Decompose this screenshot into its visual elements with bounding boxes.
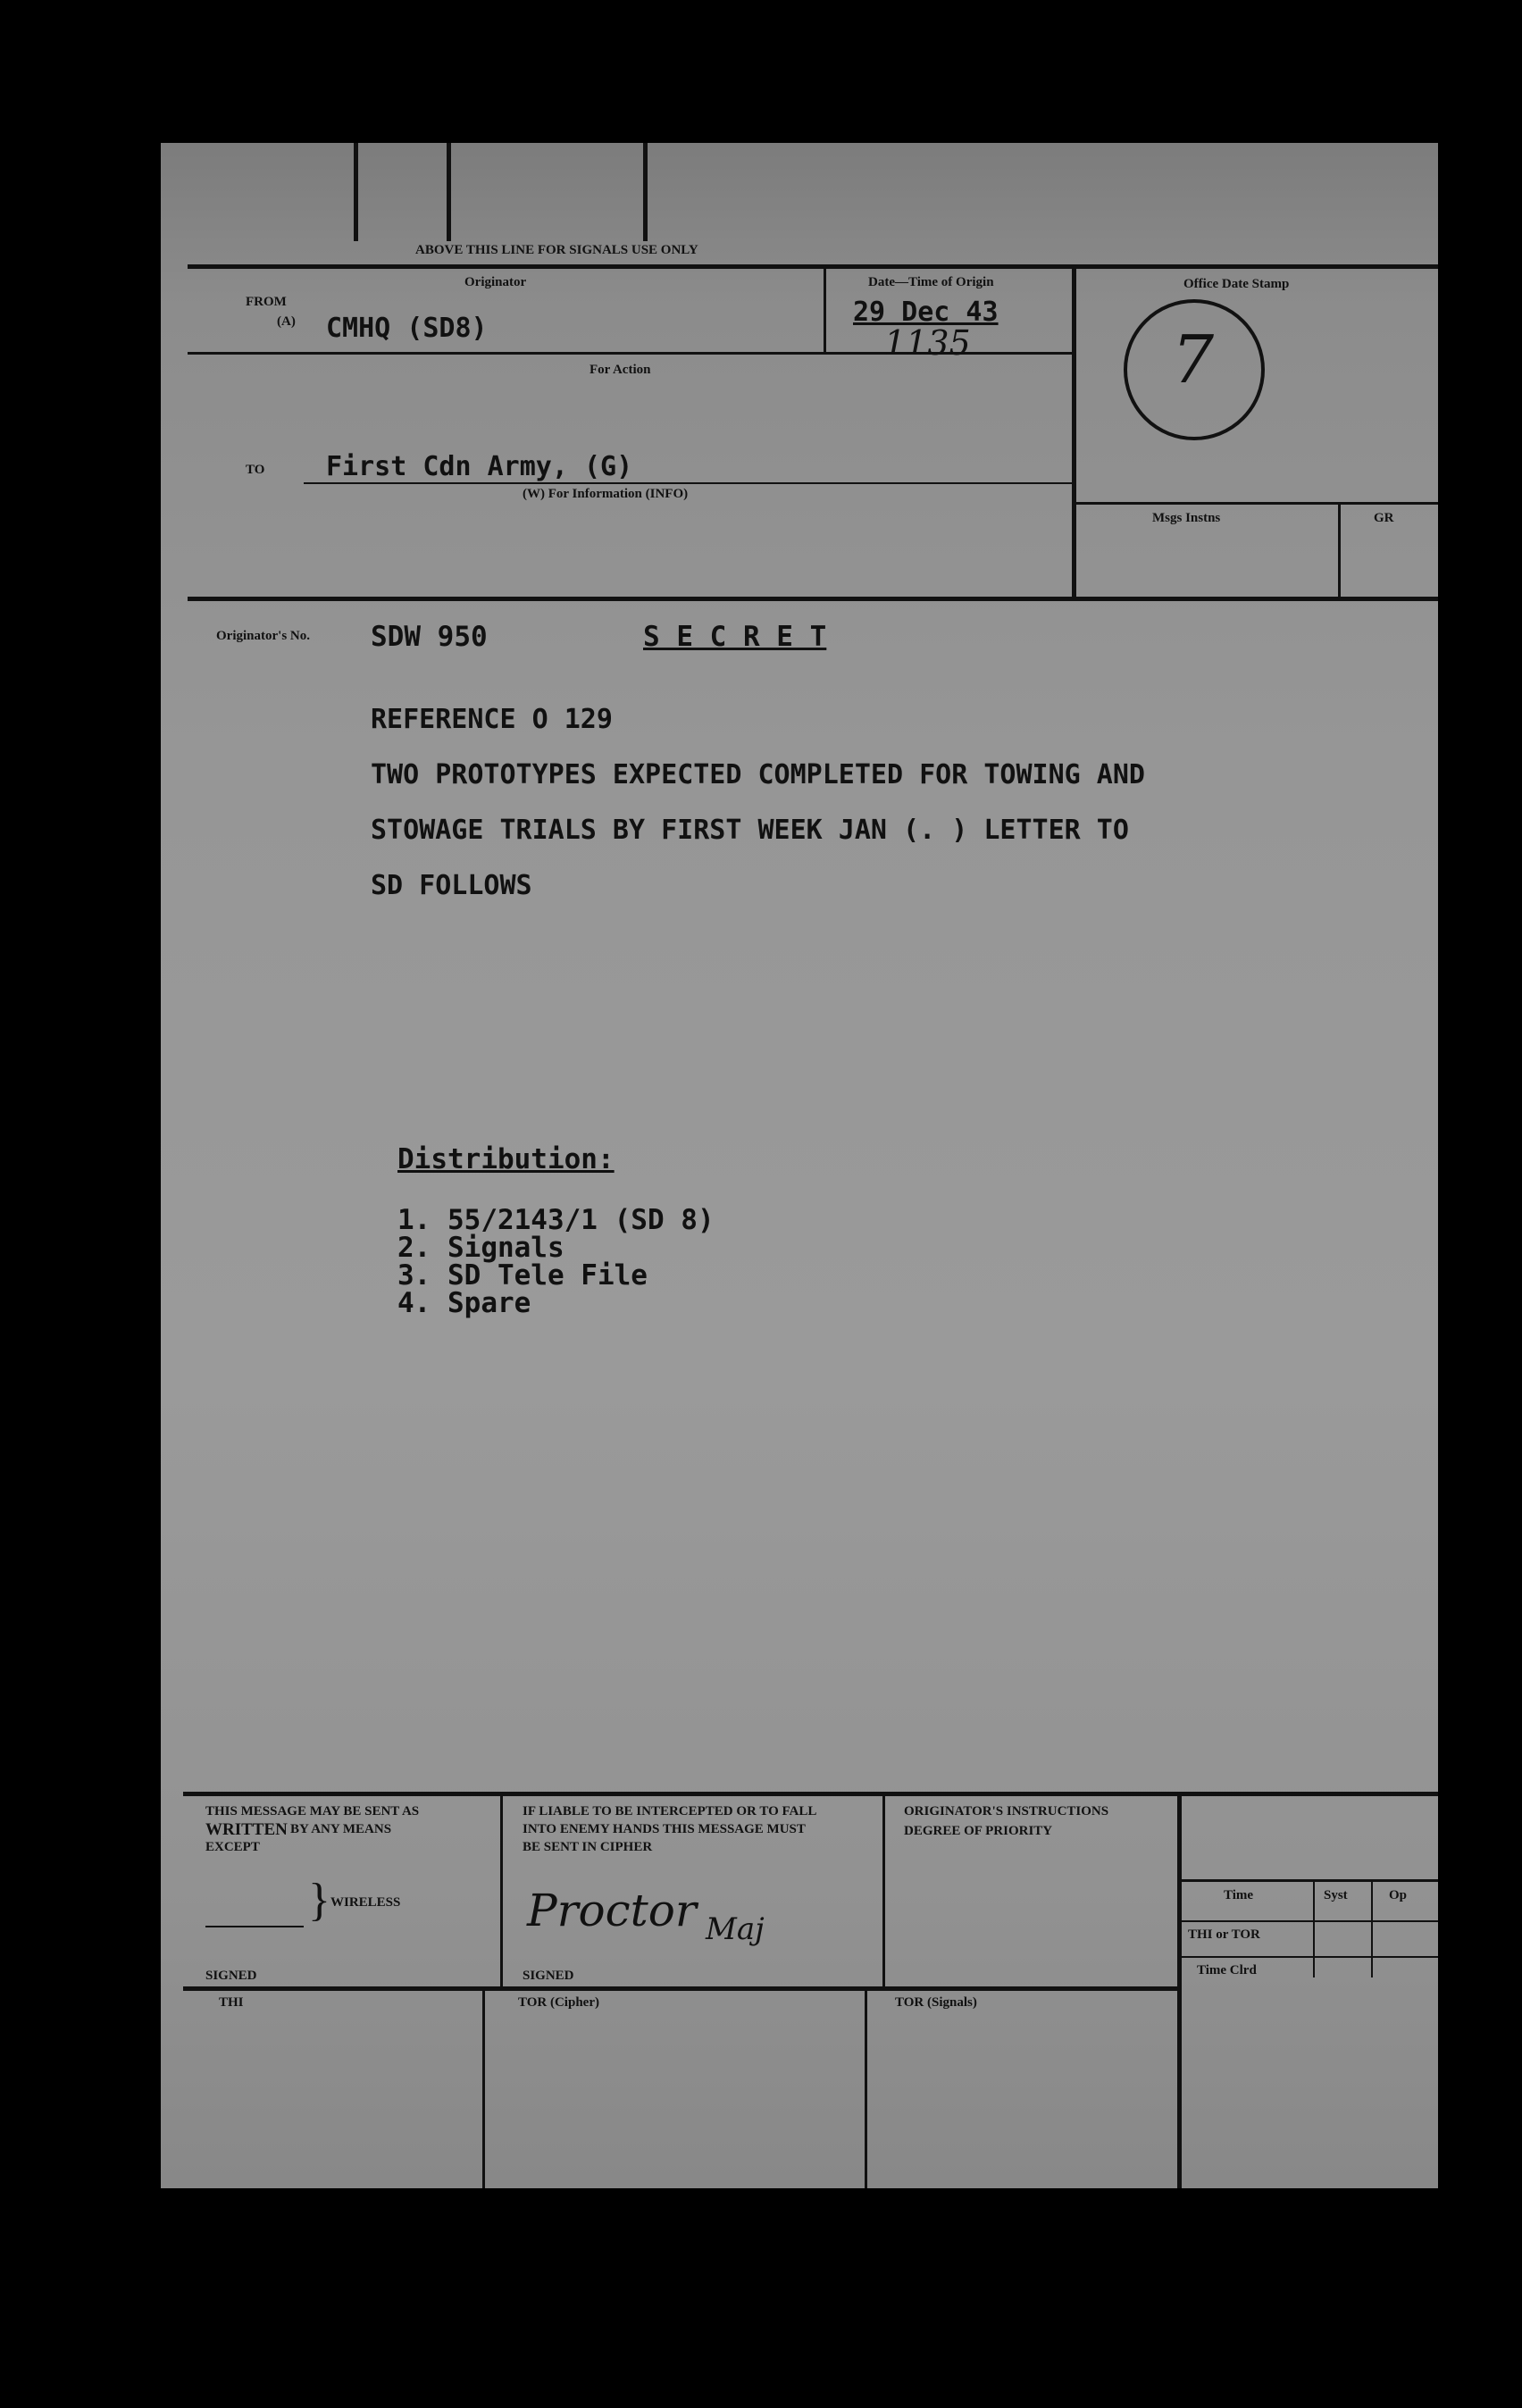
message-line: STOWAGE TRIALS BY FIRST WEEK JAN (. ) LETTER TO — [371, 815, 1129, 846]
except-label: EXCEPT — [205, 1840, 260, 1854]
footer-mid-rule — [183, 1986, 1177, 1991]
dto-time: 1135 — [884, 323, 971, 363]
dto-label: Date—Time of Origin — [868, 275, 994, 289]
distribution-item: 1. 55/2143/1 (SD 8) — [397, 1204, 715, 1236]
wireless-brace: } — [308, 1875, 330, 1926]
from-label: FROM — [246, 295, 287, 309]
message-line: TWO PROTOTYPES EXPECTED COMPLETED FOR TOWING AND — [371, 759, 1145, 790]
gr-label: GR — [1374, 511, 1394, 525]
header-bottom-rule — [188, 597, 1438, 601]
to-rule — [304, 482, 1072, 484]
distribution-heading: Distribution: — [397, 1143, 615, 1175]
top-divider — [354, 143, 358, 241]
cipher-note: INTO ENEMY HANDS THIS MESSAGE MUST — [523, 1822, 806, 1836]
to-value: First Cdn Army, (G) — [326, 451, 633, 482]
wireless-blank — [205, 1926, 304, 1927]
cipher-note: BE SENT IN CIPHER — [523, 1840, 653, 1854]
time-table-rule — [1177, 1920, 1438, 1922]
time-table-divider — [1371, 1879, 1373, 1977]
stamp-mark: 7 — [1172, 322, 1215, 398]
to-label: TO — [246, 463, 265, 477]
signed-label: SIGNED — [523, 1969, 574, 1983]
stamp-divider — [1072, 264, 1076, 598]
time-table-divider — [1313, 1879, 1315, 1977]
footer-divider — [882, 1792, 885, 1986]
distribution-item: 3. SD Tele File — [397, 1259, 648, 1292]
dto-divider — [824, 264, 826, 354]
priority-label: DEGREE OF PRIORITY — [904, 1824, 1053, 1838]
thi-label: THI — [219, 1995, 244, 2010]
message-form — [161, 143, 1438, 2188]
tor-cipher-label: TOR (Cipher) — [518, 1995, 599, 2010]
time-table-rule — [1177, 1956, 1438, 1958]
gr-divider — [1338, 502, 1341, 597]
info-label: (W) For Information (INFO) — [523, 487, 689, 501]
distribution-item: 2. Signals — [397, 1232, 564, 1264]
originator-no: SDW 950 — [371, 621, 488, 653]
originator-label: Originator — [464, 275, 527, 289]
footer-divider — [865, 1986, 867, 2188]
dto-date: 29 Dec 43 — [853, 297, 999, 328]
signed-label: SIGNED — [205, 1969, 257, 1983]
classification: S E C R E T — [643, 621, 827, 653]
time-label: Time — [1224, 1888, 1254, 1902]
syst-label: Syst — [1324, 1888, 1348, 1902]
message-line: REFERENCE O 129 — [371, 704, 613, 735]
time-table-rule — [1177, 1879, 1438, 1882]
for-action-label: For Action — [590, 363, 651, 377]
wireless-label: WIRELESS — [330, 1895, 401, 1910]
signature: Proctor — [527, 1885, 697, 1936]
footer-divider — [500, 1792, 503, 1986]
footer-divider — [482, 1986, 485, 2188]
instructions-label: ORIGINATOR'S INSTRUCTIONS — [904, 1804, 1109, 1819]
top-divider — [643, 143, 648, 241]
op-label: Op — [1389, 1888, 1408, 1902]
cipher-note: IF LIABLE TO BE INTERCEPTED OR TO FALL — [523, 1804, 817, 1819]
office-stamp-label: Office Date Stamp — [1183, 277, 1290, 291]
top-divider — [447, 143, 451, 241]
msgs-instns-label: Msgs Instns — [1152, 511, 1221, 525]
by-any-means-label: BY ANY MEANS — [290, 1822, 392, 1836]
from-sub-label: (A) — [277, 314, 296, 329]
distribution-item: 4. Spare — [397, 1287, 531, 1319]
originator-no-label: Originator's No. — [216, 629, 310, 643]
footer-top-rule — [183, 1792, 1438, 1796]
header-top-rule — [188, 264, 1438, 269]
thi-tor-label: THI or TOR — [1188, 1927, 1260, 1942]
message-line: SD FOLLOWS — [371, 870, 532, 901]
instns-rule — [1072, 502, 1438, 505]
tor-signals-label: TOR (Signals) — [895, 1995, 977, 2010]
from-value: CMHQ (SD8) — [326, 313, 488, 344]
written-label: WRITTEN — [205, 1820, 288, 1839]
signature-rank: Maj — [706, 1911, 765, 1947]
above-line-note: ABOVE THIS LINE FOR SIGNALS USE ONLY — [415, 243, 698, 257]
may-be-sent-label: THIS MESSAGE MAY BE SENT AS — [205, 1804, 420, 1819]
time-clrd-label: Time Clrd — [1197, 1963, 1257, 1977]
footer-divider — [1177, 1792, 1182, 2188]
